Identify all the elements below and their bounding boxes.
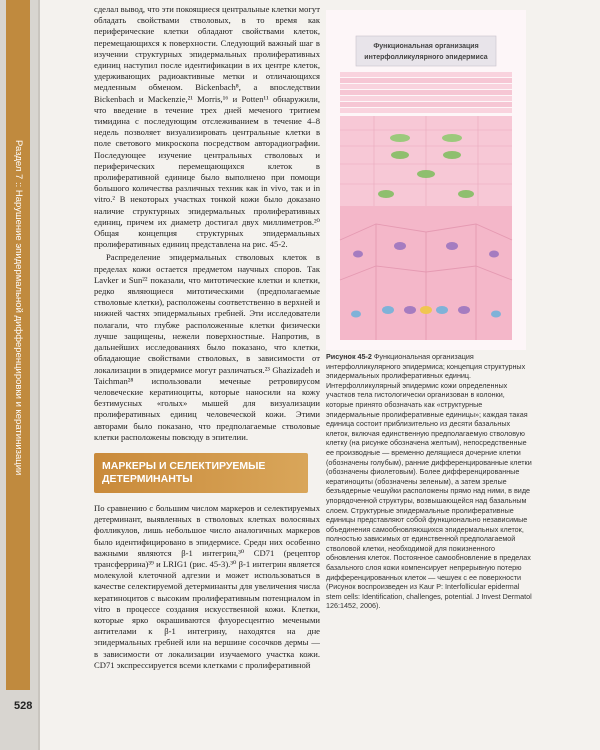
- nucleus-green: [417, 170, 435, 178]
- paragraph-markers: По сравнению с большим числом маркеров и селектируемых детерминант, выявленных в стволовых клетках волосяных фолликулов, лишь небольшое число аналогичных маркеров было идентифицировано в эпидермисе. Средн них особенно важными являются β-1 интегрин,³⁰ CD71 (рецептор трансферрина)³⁹ и LRIG1 (рис. 45-3).³⁰ β-1 интегрин является молекулой клеточной адгезии и может использоваться в качестве селектируемой детерминанты для увеличения числа кератиноцитов с высоким пролиферативным потенциалом in vitro в процессе создания искусственной кожи. Клетки, которые ярко окрашиваются флуоресцентно мечеными антителами к β-1 интегрину, находятся на дне эпидермальных гребней или на вершине сосочков дермы — в зависимости от локализации изучаемого участка кожи. CD71 экспрессируется всеми клетками с пролиферативной: [94, 502, 320, 670]
- nucleus-green: [378, 190, 394, 198]
- paragraph-distribution: Распределение эпидермальных стволовых клеток в пределах кожи остается предметом научных споров. Так Lavker и Sun²² показали, что митотические клетки и клетки, редко являющиеся митотическими (предполагаемые стволовые клетки), расположены соответственно в верхней и нижней частях эпидермальных гребней. Эти исследователи полагали, что глубже расположенные клетки физически лучше защищены, нежели поверхностные. Напротив, в дальнейших исследованиях было показано, что клетки, обладающие свойствами стволовых, в зависимости от локализации в эпидермисе могут различаться.²³ Ghazizadeh и Taichman²⁸ использовали меченые ретровирусом человеческие кератиноциты, которые наносили на кожу безтимусных «голых» мышей для визуализации пролиферативных единиц человеческой кожи. Этими авторами было показано, что предполагаемые стволовые клетки расположены повсюду в эпителии.: [94, 252, 320, 442]
- nucleus-purple: [394, 242, 406, 250]
- paragraph-stem-cells: сделал вывод, что эти покоящиеся центральные клетки могут обладать свойствами стволовых, в то время как периферические клетки обладают свойствами клеток, перемещающихся к поверхности. Следующий важный шаг в изучении структурных эпидермальных пролиферативных единиц наступил после идентификации в их центре клеток, удерживающих радиоактивные метки и отличающихся медленным обменом. Bickenbach⁸, а впоследствии Bickenbach и Mackenzie,²¹ Morris,¹⁶ и Potten¹¹ обнаружили, что введение в течение трех дней меченого тритием тимидина с последующим отслеживанием в течение 4–8 недель позволяет визуализировать центральные клетки в поле светового микроскопа посредством авторадиографии. Последующее изучение центральных стволовых и периферических перемещающихся клеток в пролиферативной единице было выполнено при помощи большого количества различных техник как in vivo, так и in vitro.² В некоторых участках тонкой кожи было доказано наличие структурных эпидермальных пролиферативных единиц, причем их диаметр достигал двух миллиметров.²⁰ Общая концепция структурных эпидермальных пролиферативных единиц представлена на рис. 45-2.: [94, 4, 320, 250]
- figure-caption: [326, 352, 532, 611]
- page-number: 528: [14, 700, 33, 712]
- nucleus-blue: [351, 311, 361, 318]
- nucleus-green: [458, 190, 474, 198]
- nucleus-purple: [446, 242, 458, 250]
- caption-label: Рисунок 45-2: [326, 352, 372, 361]
- figure-title-line-1: Функциональная организация: [373, 43, 479, 50]
- nucleus-blue: [382, 306, 394, 314]
- figure-title-line-2: интерфолликулярного эпидермиса: [364, 54, 488, 61]
- nucleus-purple: [404, 306, 416, 314]
- chapter-title: Раздел 7 :: Нарушение эпидермальной дифференцировки и кератинизации: [13, 140, 24, 476]
- caption-text: Функциональная организация интерфолликулярного эпидермиса; концепция структурных эпидермальных пролиферативных единиц. Интерфолликулярный эпидермис кожи определенных участков тела гистологически организован в колонки, которые принято обозначать как «структурные эпидермальные пролиферативные единицы»; каждая такая единица состоит приблизительно из десяти базальных клеток, включая единственную предполагаемую стволовую клетку (на рисунке обозначена желтым), непосредственные ее производные — временно делящиеся дочерние клетки (обозначены голубым), ранние дифференцированные клетки (обозначены фиолетовым). Более дифференцированные кератиноциты (обозначены зеленым), а затем зрелые безъядерные чешуйки расположены прямо над ними, в виде упорядоченной структуры, возвышающейся над базальным слоем. Структурные эпидермальные пролиферативные единицы представляют собой функционально независимые объединения самообновляющихся эпидермальных клеток, полностью зависимых от единственной предполагаемой стволовой клетки, необходимой для пожизненного обновления клеток. Постоянное самообновление в пределах базального слоя кожи компенсирует непрерывную потерю дифференцированных клеток — чешуек с ее поверхности (Рисунок воспроизведен из Kaur P: Interfollicular epidermal stem cells: Identification, challenges, potential. J Invest Dermatol 126:1452, 2006).: [326, 352, 532, 611]
- nucleus-blue: [436, 306, 448, 314]
- nucleus-green: [443, 151, 461, 159]
- nucleus-purple: [458, 306, 470, 314]
- nucleus-blue: [491, 311, 501, 318]
- nucleus-yellow-stem: [420, 306, 432, 314]
- nucleus-green: [391, 151, 409, 159]
- figure-illustration: [326, 10, 526, 350]
- differentiated-cells: [340, 116, 512, 206]
- nucleus-green: [390, 134, 410, 142]
- nucleus-purple: [489, 251, 499, 258]
- basal-cells: [340, 206, 512, 340]
- section-heading: МАРКЕРЫ И СЕЛЕКТИРУЕМЫЕ ДЕТЕРМИНАНТЫ: [94, 453, 308, 493]
- corneum-layers: [340, 72, 512, 113]
- epidermis-diagram: [326, 10, 526, 350]
- figure-title-box: [356, 36, 496, 66]
- main-text-column: [94, 4, 320, 746]
- nucleus-purple: [353, 251, 363, 258]
- nucleus-green: [442, 134, 462, 142]
- chapter-sidebar: [0, 0, 60, 750]
